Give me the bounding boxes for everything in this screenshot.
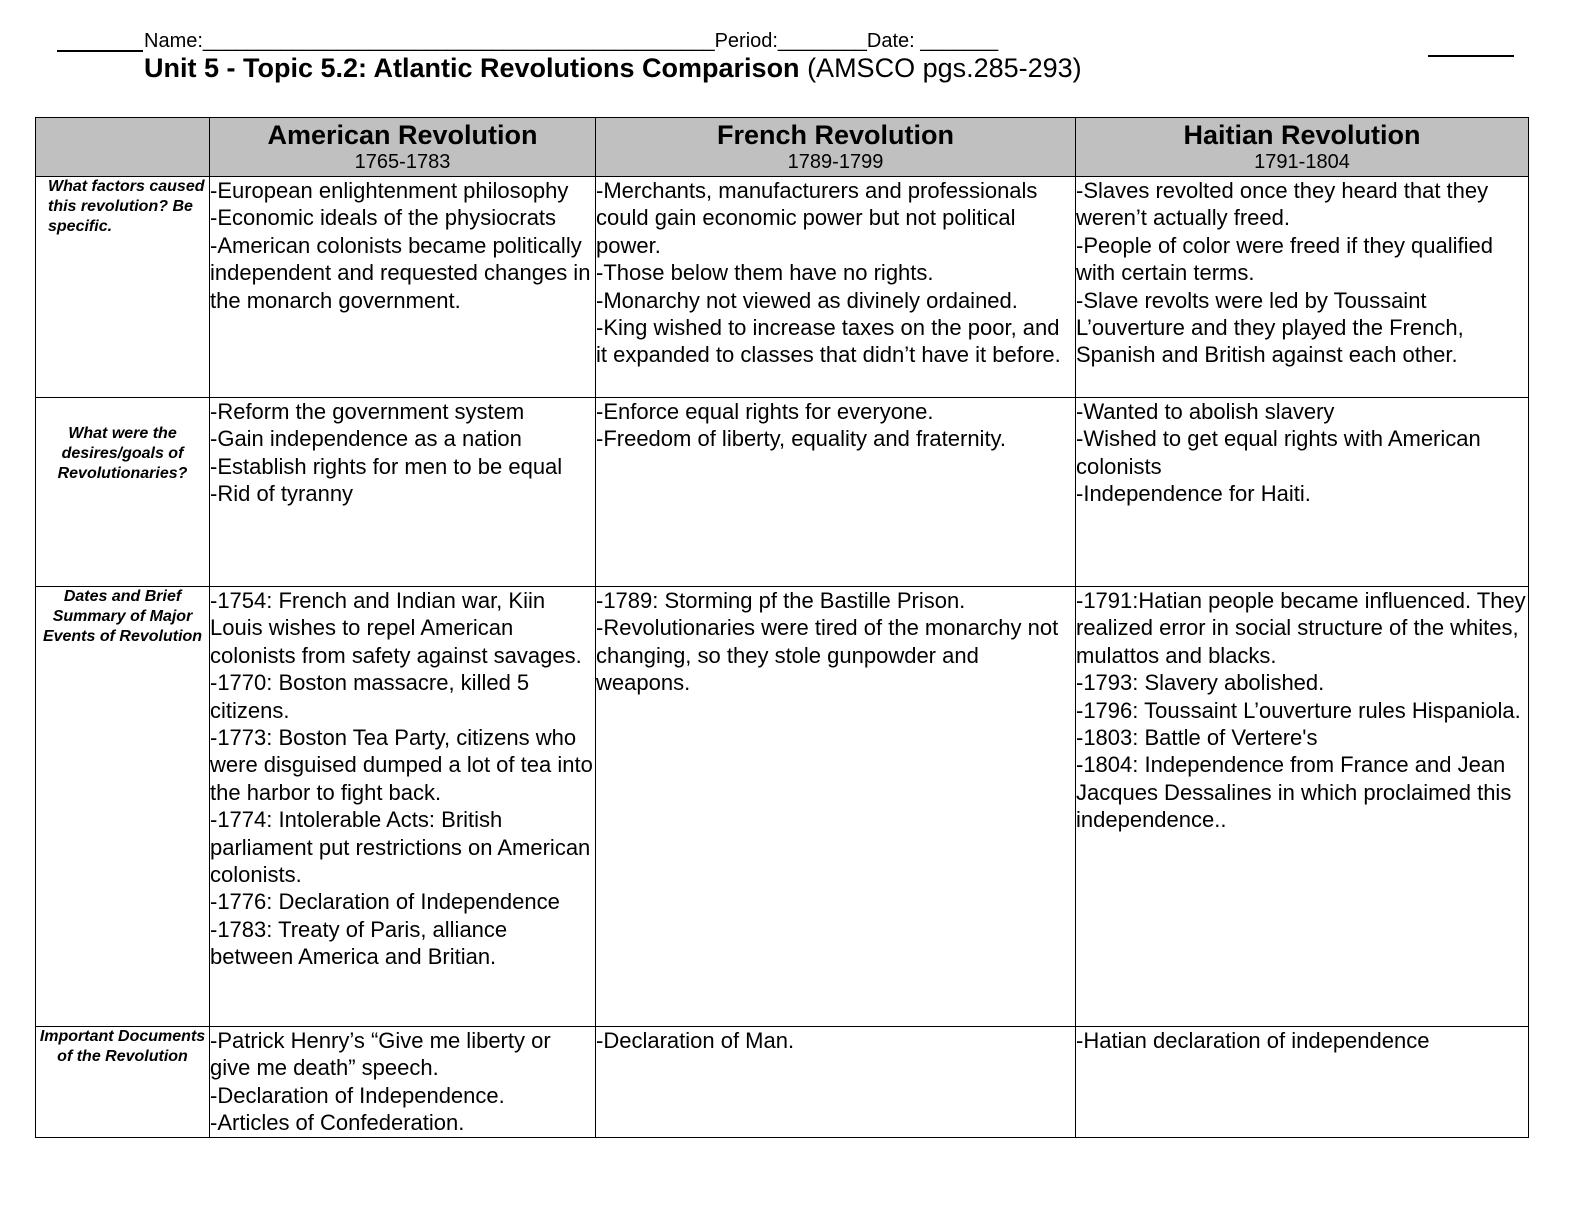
row-label-text: What were the desires/goals of Revolutionaries? <box>57 425 188 482</box>
page-title-bold: Unit 5 - Topic 5.2: Atlantic Revolutions Comparison <box>144 53 800 83</box>
list-item: -Articles of Confederation. <box>210 1110 465 1136</box>
table-row-goals <box>36 398 1529 587</box>
column-name: French Revolution <box>716 120 954 150</box>
list-item: -Wished to get equal rights with American colonists <box>1076 426 1481 479</box>
cell-american-factors[interactable] <box>210 177 596 398</box>
comparison-table <box>35 117 1529 1138</box>
list-item: -European enlightenment philosophy <box>210 178 569 203</box>
cell-french-documents[interactable] <box>596 1027 1076 1138</box>
list-item: -Slaves revolted once they heard that they weren’t actually freed. <box>1076 178 1489 231</box>
column-years: 1791-1804 <box>1254 151 1350 173</box>
list-item: -Declaration of Independence. <box>210 1082 505 1108</box>
column-years: 1789-1799 <box>787 151 884 173</box>
blank-line-left <box>57 50 143 52</box>
list-item: -1803: Battle of Vertere's <box>1076 725 1318 751</box>
column-name: American Revolution <box>267 120 538 150</box>
table-row-events <box>36 587 1529 1027</box>
row-label <box>36 398 210 587</box>
column-header-american <box>210 118 596 177</box>
cell-haitian-documents[interactable] <box>1076 1027 1529 1138</box>
list-item: -1789: Storming pf the Bastille Prison. <box>596 588 966 613</box>
list-item: -Slave revolts were led by Toussaint L’ouverture and they played the French, Spanish and British against each other. <box>1076 287 1464 368</box>
list-item: -Economic ideals of the physiocrats <box>210 205 557 231</box>
table-row-documents <box>36 1027 1529 1138</box>
list-item: -Patrick Henry’s “Give me liberty or give me death” speech. <box>210 1028 551 1081</box>
column-name: Haitian Revolution <box>1183 120 1421 150</box>
list-item: -1754: French and Indian war, Kiin Louis wishes to repel American colonists from safety against savages. <box>210 588 582 668</box>
column-header-french <box>596 118 1076 177</box>
list-item: -1770: Boston massacre, killed 5 citizens. <box>210 670 530 723</box>
cell-french-factors[interactable] <box>596 177 1076 398</box>
list-item: -Establish rights for men to be equal <box>210 453 563 479</box>
list-item: -Merchants, manufacturers and professionals could gain economic power but not political power. <box>596 178 1038 258</box>
list-item: -Enforce equal rights for everyone. <box>596 399 934 424</box>
list-item: -1776: Declaration of Independence <box>210 889 560 915</box>
list-item: -Rid of tyranny <box>210 481 354 507</box>
list-item: -Monarchy not viewed as divinely ordained. <box>596 287 1018 313</box>
row-label: Dates and Brief Summary of Major Events of Revolution <box>36 587 210 1027</box>
list-item: -1793: Slavery abolished. <box>1076 670 1325 696</box>
cell-american-goals[interactable] <box>210 398 596 587</box>
page-title-source: (AMSCO pgs.285-293) <box>799 53 1082 83</box>
cell-haitian-events[interactable] <box>1076 587 1529 1027</box>
cell-american-documents[interactable] <box>210 1027 596 1138</box>
row-label: What factors caused this revolution? Be specific. <box>36 177 210 398</box>
list-item: -Reform the government system <box>210 399 525 424</box>
row-label: Important Documents of the Revolution <box>36 1027 210 1138</box>
table-row-factors <box>36 177 1529 398</box>
list-item: -Declaration of Man. <box>596 1028 795 1053</box>
cell-haitian-goals[interactable] <box>1076 398 1529 587</box>
list-item: -Revolutionaries were tired of the monarchy not changing, so they stole gunpowder and weapons. <box>596 615 1059 696</box>
cell-haitian-factors[interactable] <box>1076 177 1529 398</box>
blank-line-right <box>1428 55 1514 57</box>
list-item: -Freedom of liberty, equality and fraternity. <box>596 426 1007 452</box>
name-period-date-line: Name:______________________________________________Period:________Date: _______ <box>144 30 999 52</box>
column-years: 1765-1783 <box>354 151 451 173</box>
list-item: -1791:Hatian people became influenced. They realized error in social structure of the whites, mulattos and blacks. <box>1076 588 1526 668</box>
list-item: -1796: Toussaint L’ouverture rules Hispaniola. <box>1076 697 1521 723</box>
list-item: -1783: Treaty of Paris, alliance between America and Britian. <box>210 916 508 970</box>
column-header-haitian <box>1076 118 1529 177</box>
list-item: -1773: Boston Tea Party, citizens who were disguised dumped a lot of tea into the harbor to fight back. <box>210 725 593 805</box>
list-item: -1774: Intolerable Acts: British parliament put restrictions on American colonists. <box>210 807 591 888</box>
page-title <box>144 53 1082 84</box>
list-item: -King wished to increase taxes on the poor, and it expanded to classes that didn’t have it before. <box>596 315 1061 368</box>
cell-french-goals[interactable] <box>596 398 1076 587</box>
list-item: -American colonists became politically independent and requested changes in the monarch government. <box>210 232 591 313</box>
list-item: -Hatian declaration of independence <box>1076 1028 1430 1053</box>
list-item: -People of color were freed if they qualified with certain terms. <box>1076 232 1494 286</box>
cell-french-events[interactable] <box>596 587 1076 1027</box>
list-item: -Those below them have no rights. <box>596 260 934 286</box>
header-row <box>36 118 1529 177</box>
corner-cell <box>36 118 210 177</box>
list-item: -Gain independence as a nation <box>210 426 522 452</box>
cell-american-events[interactable] <box>210 587 596 1027</box>
list-item: -1804: Independence from France and Jean Jacques Dessalines in which proclaimed this independence.. <box>1076 752 1512 833</box>
list-item: -Wanted to abolish slavery <box>1076 399 1335 424</box>
list-item: -Independence for Haiti. <box>1076 481 1311 507</box>
